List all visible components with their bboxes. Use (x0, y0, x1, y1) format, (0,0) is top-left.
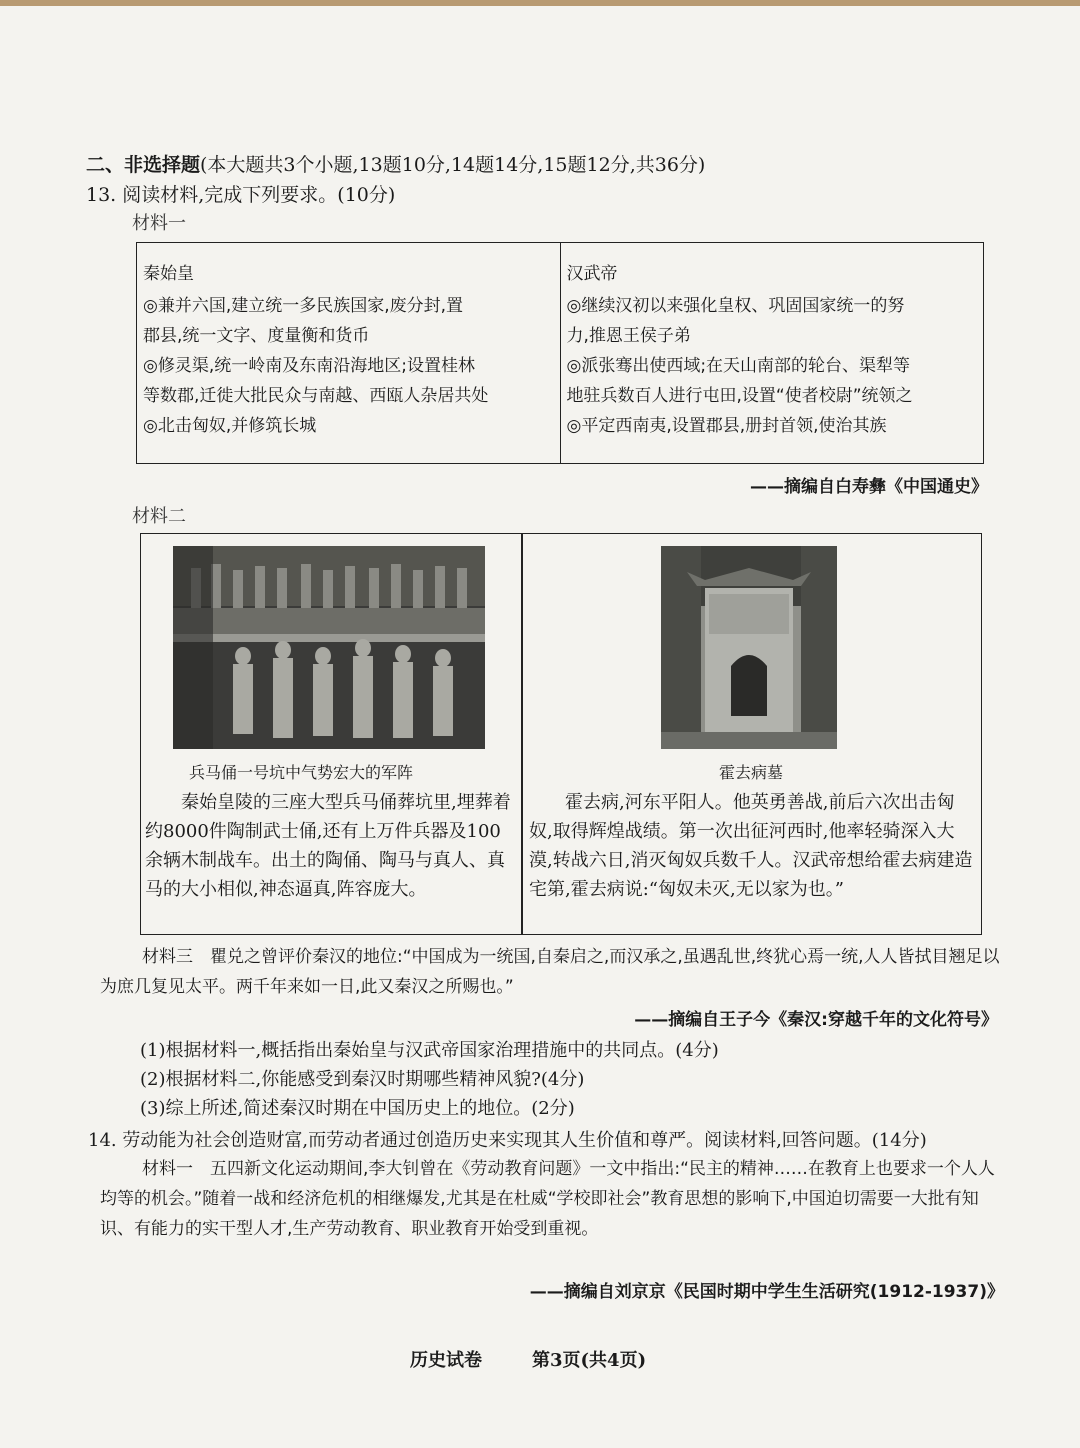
tomb-gate-illustration (661, 546, 837, 749)
material3-source: ——摘编自王子今《秦汉:穿越千年的文化符号》 (634, 1010, 998, 1030)
material1-left-line: 等数郡,迁徙大批民众与南越、西瓯人杂居共处 (143, 386, 489, 406)
terracotta-army-illustration (173, 546, 485, 749)
section-heading-note: (本大题共3个小题,13题10分,14题14分,15题12分,共36分) (200, 154, 706, 176)
material1-left-content (143, 259, 554, 441)
huo-qubing-tomb-photo (661, 546, 837, 749)
material1-table (136, 242, 984, 464)
material1-label: 材料一 (132, 213, 186, 234)
material1-left-line: ◎兼并六国,建立统一多民族国家,废分封,置 (143, 296, 464, 316)
material2-divider (521, 534, 523, 934)
footer-subject: 历史试卷 (410, 1350, 482, 1371)
han-wudi-name: 汉武帝 (566, 264, 618, 284)
q14-stem: 14. 劳动能为社会创造财富,而劳动者通过创造历史来实现其人生价值和尊严。阅读材料,回答问题。(14分) (88, 1130, 927, 1151)
q14-material1-text: 材料一 五四新文化运动期间,李大钊曾在《劳动教育问题》一文中指出:“民主的精神……在教育上也要求一个人人均等的机会。”随着一战和经济危机的相继爆发,尤其是在杜威“学校即社会”教育思想的影响下,中国迫切需要一大批有知识、有能力的实干型人才,生产劳动教育、职业教育开始受到重视。 (100, 1159, 995, 1239)
material2-box (140, 533, 982, 935)
material1-source: ——摘编自白寿彝《中国通史》 (750, 477, 988, 497)
material1-right-line: ◎派张骞出使西域;在天山南部的轮台、渠犁等 (566, 356, 911, 376)
material1-right-line: 力,推恩王侯子弟 (566, 326, 691, 346)
material2-label: 材料二 (132, 506, 186, 527)
material3-text: 材料三 瞿兑之曾评价秦汉的地位:“中国成为一统国,自秦启之,而汉承之,虽遇乱世,终犹心焉一统,人人皆拭目翘足以为庶几复见太平。两千年来如一日,此又秦汉之所赐也。” (100, 947, 1000, 997)
qin-shihuang-name: 秦始皇 (143, 264, 194, 284)
scan-top-edge (0, 0, 1080, 6)
material2-left-text: 秦始皇陵的三座大型兵马俑葬坑里,埋葬着约8000件陶制武士俑,还有上万件兵器及100余辆木制战车。出土的陶俑、陶马与真人、真马的大小相似,神态逼真,阵容庞大。 (145, 792, 511, 900)
material1-right-line: 地驻兵数百人进行屯田,设置“使者校尉”统领之 (566, 386, 913, 406)
tomb-caption: 霍去病墓 (719, 763, 784, 782)
terracotta-army-photo (173, 546, 485, 749)
page-footer (410, 1346, 696, 1372)
material1-right-content (567, 259, 978, 441)
section-heading-title: 二、非选择题 (86, 154, 201, 176)
material1-left-line: ◎修灵渠,统一岭南及东南沿海地区;设置桂林 (143, 356, 475, 376)
section-heading (86, 150, 705, 177)
material1-right-line: ◎继续汉初以来强化皇权、巩固国家统一的努 (566, 296, 905, 316)
material1-left-line: 郡县,统一文字、度量衡和货币 (143, 326, 370, 346)
q13-stem: 13. 阅读材料,完成下列要求。(10分) (86, 184, 396, 206)
terracotta-caption: 兵马俑一号坑中气势宏大的军阵 (189, 763, 414, 782)
q13-subquestion-2: (2)根据材料二,你能感受到秦汉时期哪些精神风貌?(4分) (140, 1069, 585, 1090)
q13-subquestion-3: (3)综上所述,简述秦汉时期在中国历史上的地位。(2分) (140, 1098, 575, 1119)
footer-page-number: 第3页(共4页) (532, 1350, 647, 1371)
material2-right-text: 霍去病,河东平阳人。他英勇善战,前后六次出击匈奴,取得辉煌战绩。第一次出征河西时,他率轻骑深入大漠,转战六日,消灭匈奴兵数千人。汉武帝想给霍去病建造宅第,霍去病说:“匈奴未灭,无以家为也。” (529, 792, 973, 900)
q14-material1-source: ——摘编自刘京京《民国时期中学生生活研究(1912-1937)》 (529, 1282, 1004, 1302)
material1-right-line: ◎平定西南夷,设置郡县,册封首领,使治其族 (566, 416, 887, 436)
material1-left-cell (137, 243, 561, 464)
material1-right-cell (560, 243, 984, 464)
q13-subquestion-1: (1)根据材料一,概括指出秦始皇与汉武帝国家治理措施中的共同点。(4分) (140, 1040, 719, 1061)
material1-left-line: ◎北击匈奴,并修筑长城 (143, 416, 317, 436)
